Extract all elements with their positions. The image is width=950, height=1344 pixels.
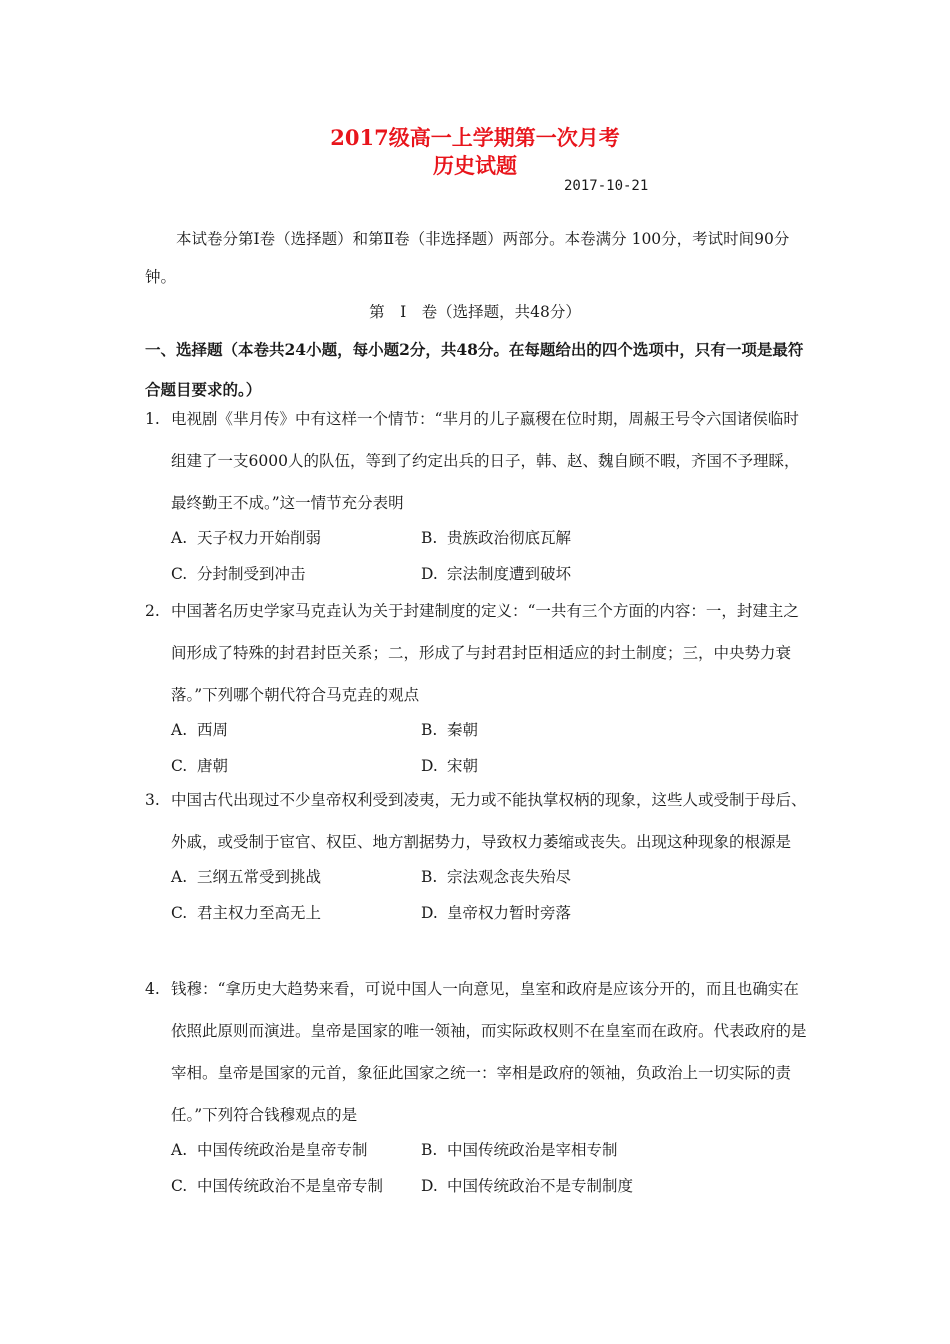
option-b[interactable]: B. 贵族政治彻底瓦解 (421, 529, 572, 547)
option-c[interactable]: C. 唐朝 (171, 757, 229, 775)
section-instructions: 一、选择题（本卷共24小题，每小题2分，共48分。在每题给出的四个选项中，只有一项是最符合题目要求的。） (145, 340, 804, 399)
option-a[interactable]: A. 西周 (171, 721, 229, 739)
question-4 (145, 968, 813, 1204)
title-line-2: 历史试题 (433, 153, 517, 178)
option-d[interactable]: D. 中国传统政治不是专制制度 (421, 1177, 634, 1195)
question-stem: 中国著名历史学家马克垚认为关于封建制度的定义：“一共有三个方面的内容：一，封建主之间形成了特殊的封君封臣关系；二，形成了与封君封臣相适应的封土制度；三，中央势力衰落。”下列哪个朝代符合马克垚的观点 (171, 602, 799, 704)
options (171, 520, 813, 592)
option-d[interactable]: D. 宗法制度遭到破坏 (421, 565, 572, 583)
option-d[interactable]: D. 宋朝 (421, 757, 479, 775)
title-line-1: 2017级高一上学期第一次月考 (330, 125, 620, 150)
question-stem: 电视剧《芈月传》中有这样一个情节：“芈月的儿子嬴稷在位时期，周赧王号令六国诸侯临时组建了一支6000人的队伍，等到了约定出兵的日子，韩、赵、魏自顾不暇，齐国不予理睬，最终勤王不成。”这一情节充分表明 (171, 410, 800, 512)
question-number: 1. (145, 410, 160, 428)
option-b[interactable]: B. 中国传统政治是宰相专制 (421, 1141, 618, 1159)
question-number: 3. (145, 791, 160, 809)
question-number: 4. (145, 980, 160, 998)
section-heading: 第 Ⅰ 卷（选择题，共48分） (369, 303, 581, 321)
option-a[interactable]: A. 三纲五常受到挑战 (171, 868, 322, 886)
question-number: 2. (145, 602, 160, 620)
option-b[interactable]: B. 秦朝 (421, 721, 479, 739)
question-1 (145, 398, 813, 592)
question-2 (145, 590, 813, 784)
option-b[interactable]: B. 宗法观念丧失殆尽 (421, 868, 572, 886)
question-stem: 中国古代出现过不少皇帝权利受到凌夷，无力或不能执掌权柄的现象，这些人或受制于母后、外戚，或受制于宦官、权臣、地方割据势力，导致权力萎缩或丧失。出现这种现象的根源是 (171, 791, 807, 851)
question-3 (145, 779, 813, 931)
option-c[interactable]: C. 君主权力至高无上 (171, 904, 322, 922)
option-a[interactable]: A. 天子权力开始削弱 (171, 529, 322, 547)
options (171, 1132, 813, 1204)
options (171, 859, 813, 931)
exam-title (0, 124, 950, 180)
options (171, 712, 813, 784)
exam-date: 2017-10-21 (564, 178, 649, 194)
question-stem: 钱穆：“拿历史大趋势来看，可说中国人一向意见，皇室和政府是应该分开的，而且也确实在依照此原则而演进。皇帝是国家的唯一领袖，而实际政权则不在皇室而在政府。代表政府的是宰相。皇帝是国家的元首，象征此国家之统一：宰相是政府的领袖，负政治上一切实际的责任。”下列符合钱穆观点的是 (171, 980, 807, 1124)
option-c[interactable]: C. 中国传统政治不是皇帝专制 (171, 1177, 384, 1195)
option-c[interactable]: C. 分封制受到冲击 (171, 565, 306, 583)
option-a[interactable]: A. 中国传统政治是皇帝专制 (171, 1141, 368, 1159)
option-d[interactable]: D. 皇帝权力暂时旁落 (421, 904, 572, 922)
exam-intro: 本试卷分第Ⅰ卷（选择题）和第Ⅱ卷（非选择题）两部分。本卷满分 100分，考试时间90分钟。 (145, 230, 790, 286)
